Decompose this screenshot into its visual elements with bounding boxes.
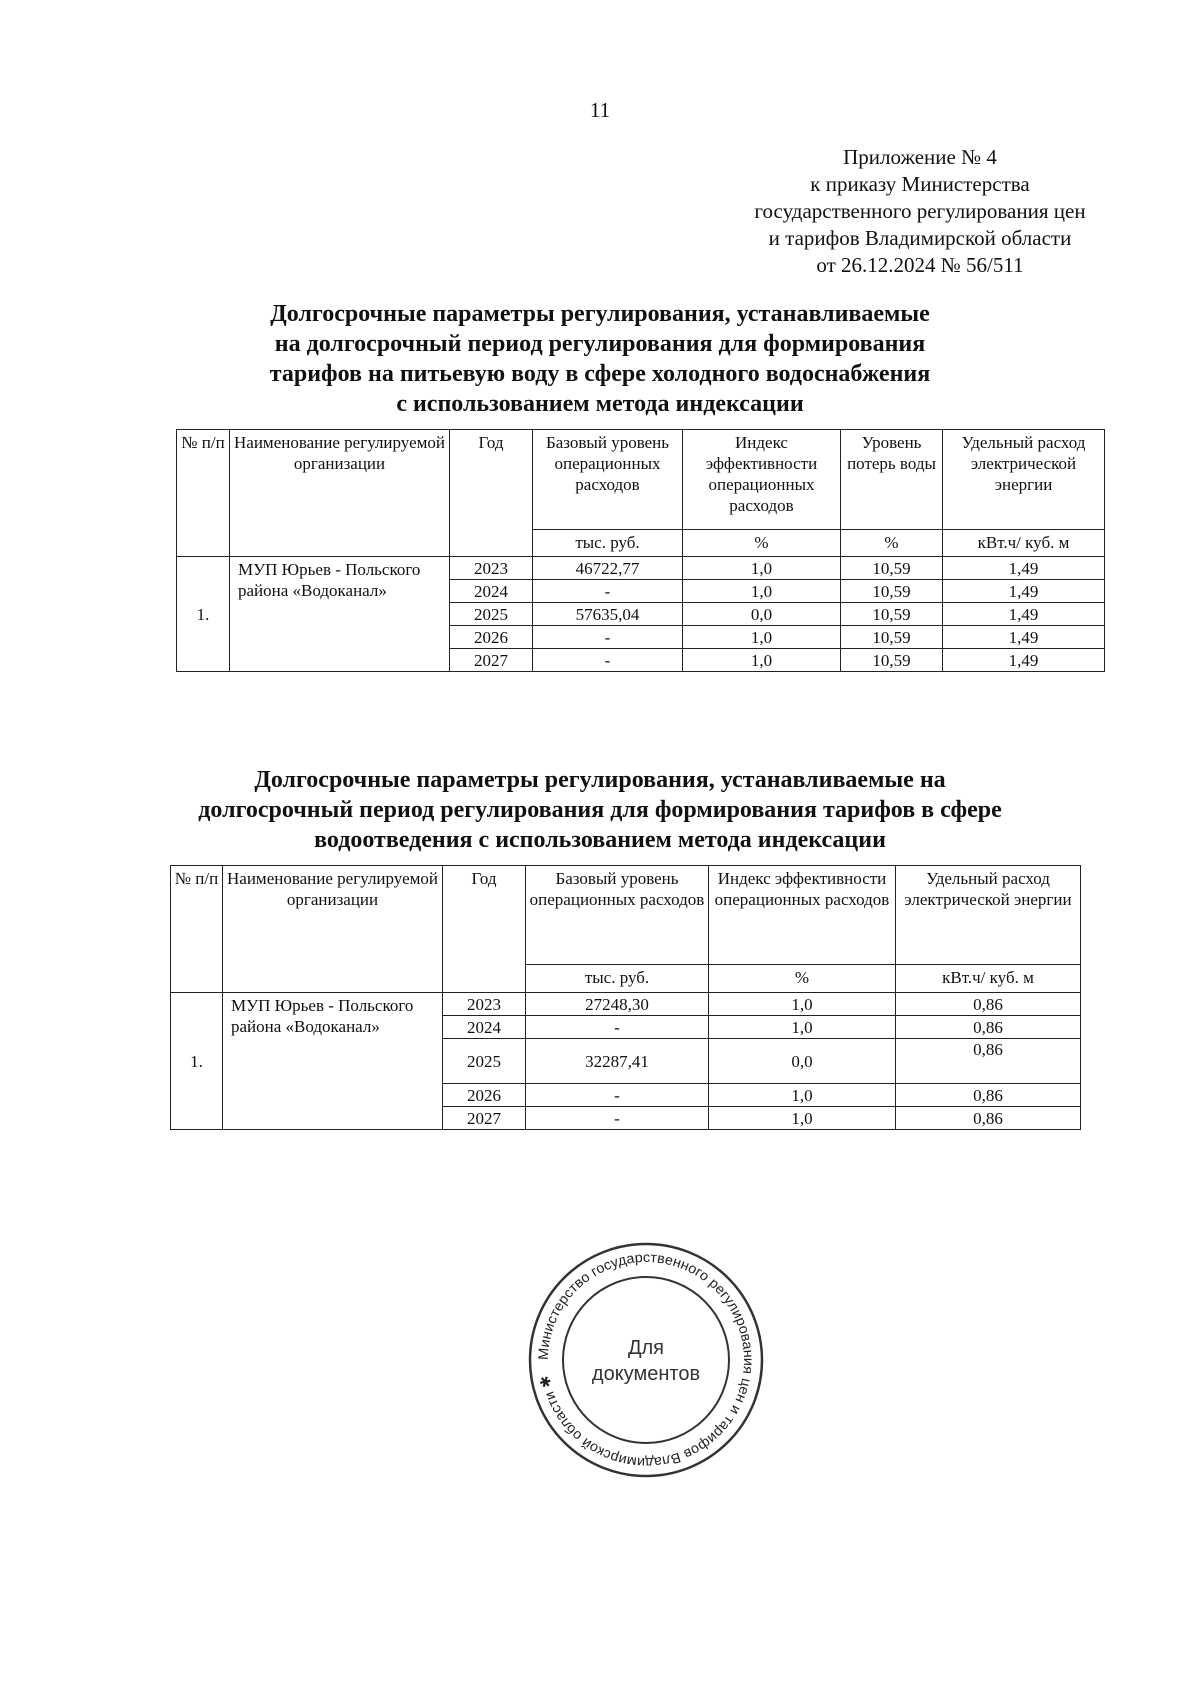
organization-name: МУП Юрьев - Польского района «Водоканал»: [230, 557, 450, 672]
header-year: Год: [443, 866, 526, 993]
water-parameters-table: [176, 429, 1105, 672]
table-row: [177, 557, 1105, 580]
cell-energy: 0,86: [896, 1107, 1081, 1130]
cell-index: 1,0: [683, 626, 841, 649]
row-number: 1.: [171, 993, 223, 1130]
unit-energy: кВт.ч/ куб. м: [943, 530, 1105, 557]
header-year: Год: [450, 430, 533, 557]
row-number: 1.: [177, 557, 230, 672]
stamp-center-line2: документов: [591, 1363, 701, 1385]
cell-index: 1,0: [683, 580, 841, 603]
cell-energy: 1,49: [943, 649, 1105, 672]
cell-index: 0,0: [683, 603, 841, 626]
cell-loss: 10,59: [841, 649, 943, 672]
header-loss: Уровень потерь воды: [841, 430, 943, 530]
stamp-center-line1: Для: [627, 1337, 665, 1359]
cell-base: -: [533, 626, 683, 649]
unit-index: %: [683, 530, 841, 557]
cell-base: -: [526, 1084, 709, 1107]
appendix-line: от 26.12.2024 № 56/511: [816, 253, 1024, 277]
cell-base: 46722,77: [533, 557, 683, 580]
table-row: [171, 993, 1081, 1016]
stamp-outer-ring: [530, 1244, 762, 1476]
title-line: с использованием метода индексации: [396, 391, 804, 417]
cell-energy: 0,86: [896, 1084, 1081, 1107]
cell-year: 2024: [443, 1016, 526, 1039]
cell-energy: 1,49: [943, 626, 1105, 649]
cell-index: 1,0: [709, 1084, 896, 1107]
cell-base: -: [533, 649, 683, 672]
cell-energy: 1,49: [943, 557, 1105, 580]
cell-base: 57635,04: [533, 603, 683, 626]
cell-energy: 0,86: [896, 993, 1081, 1016]
cell-year: 2023: [443, 993, 526, 1016]
header-energy: Удельный расход электрической энергии: [896, 866, 1081, 965]
unit-base: тыс. руб.: [533, 530, 683, 557]
appendix-line: государственного регулирования цен: [754, 199, 1086, 223]
header-energy: Удельный расход электрической энергии: [943, 430, 1105, 530]
header-num: № п/п: [171, 866, 223, 993]
header-index: Индекс эффективности операционных расходов: [683, 430, 841, 530]
cell-energy: 0,86: [896, 1039, 1081, 1084]
cell-index: 1,0: [709, 1107, 896, 1130]
header-org: Наименование регулируемой организации: [230, 430, 450, 557]
cell-loss: 10,59: [841, 603, 943, 626]
cell-energy: 1,49: [943, 603, 1105, 626]
header-index: Индекс эффективности операционных расходов: [709, 866, 896, 965]
title-line: на долгосрочный период регулирования для формирования: [274, 331, 926, 357]
cell-loss: 10,59: [841, 557, 943, 580]
cell-index: 0,0: [709, 1039, 896, 1084]
cell-base: -: [526, 1016, 709, 1039]
appendix-line: и тарифов Владимирской области: [768, 226, 1072, 250]
cell-year: 2024: [450, 580, 533, 603]
page-number: 11: [589, 98, 611, 122]
header-base: Базовый уровень операционных расходов: [526, 866, 709, 965]
water-section-title: [0, 299, 1200, 419]
cell-year: 2025: [443, 1039, 526, 1084]
cell-loss: 10,59: [841, 580, 943, 603]
title-line: тарифов на питьевую воду в сфере холодного водоснабжения: [269, 361, 931, 387]
stamp-inner-ring: [563, 1277, 729, 1443]
unit-energy: кВт.ч/ куб. м: [896, 965, 1081, 993]
stamp-ring-text: [535, 1249, 757, 1471]
official-stamp: [526, 1240, 766, 1480]
cell-base: -: [533, 580, 683, 603]
cell-index: 1,0: [709, 1016, 896, 1039]
appendix-block: [710, 144, 1130, 279]
cell-loss: 10,59: [841, 626, 943, 649]
unit-base: тыс. руб.: [526, 965, 709, 993]
cell-year: 2026: [443, 1084, 526, 1107]
cell-year: 2023: [450, 557, 533, 580]
cell-year: 2025: [450, 603, 533, 626]
cell-year: 2027: [443, 1107, 526, 1130]
title-line: водоотведения с использованием метода индексации: [314, 827, 886, 853]
cell-year: 2027: [450, 649, 533, 672]
appendix-line: к приказу Министерства: [810, 172, 1030, 196]
cell-energy: 0,86: [896, 1016, 1081, 1039]
unit-loss: %: [841, 530, 943, 557]
title-line: долгосрочный период регулирования для формирования тарифов в сфере: [198, 797, 1002, 823]
cell-base: -: [526, 1107, 709, 1130]
sewer-section-title: [0, 765, 1200, 855]
appendix-line: Приложение № 4: [843, 145, 997, 169]
header-num: № п/п: [177, 430, 230, 557]
cell-index: 1,0: [683, 557, 841, 580]
header-org: Наименование регулируемой организации: [223, 866, 443, 993]
cell-energy: 1,49: [943, 580, 1105, 603]
stamp-ring-textpath: Министерство государственного регулирования цен и тарифов Владимирской области ✱: [534, 1248, 758, 1472]
sewer-parameters-table: [170, 865, 1081, 1130]
cell-base: 32287,41: [526, 1039, 709, 1084]
organization-name: МУП Юрьев - Польского района «Водоканал»: [223, 993, 443, 1130]
title-line: Долгосрочные параметры регулирования, устанавливаемые: [270, 301, 930, 327]
cell-year: 2026: [450, 626, 533, 649]
title-line: Долгосрочные параметры регулирования, устанавливаемые на: [254, 767, 946, 793]
cell-index: 1,0: [683, 649, 841, 672]
cell-base: 27248,30: [526, 993, 709, 1016]
cell-index: 1,0: [709, 993, 896, 1016]
unit-index: %: [709, 965, 896, 993]
header-base: Базовый уровень операционных расходов: [533, 430, 683, 530]
